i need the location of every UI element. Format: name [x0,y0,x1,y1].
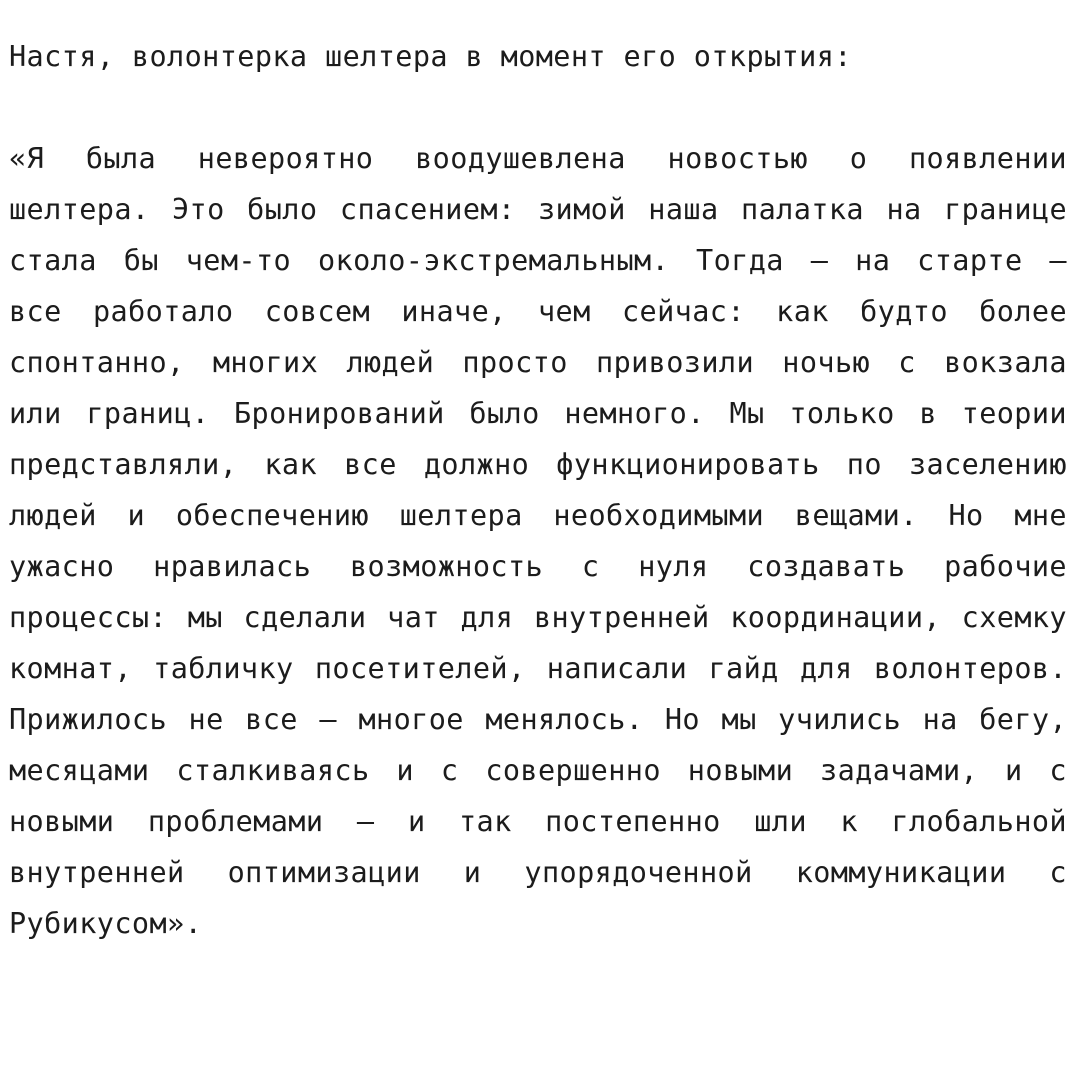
quote-attribution: Настя, волонтерка шелтера в момент его открытия: [9,40,852,73]
paragraph-spacer [9,82,1067,133]
quote-body: «Я была невероятно воодушевлена новостью о появлении шелтера. Это было спасением: зимой наша палатка на границе стала бы чем-то около-экстремальным. Тогда — на старте — все работало совсем иначе, чем сейчас: как будто более спонтанно, многих людей просто привозили ночью с вокзала или границ. Бронирований было немного. Мы только в теории представляли, как все должно функционировать по заселению людей и обеспечению шелтера необходимыми вещами. Но мне ужасно нравилась возможность с нуля создавать рабочие процессы: мы сделали чат для внутренней координации, схемку комнат, табличку посетителей, написали гайд для волонтеров. Прижилось не все — многое менялось. Но мы учились на бегу, месяцами сталкиваясь и с совершенно новыми задачами, и с новыми проблемами — и так постепенно шли к глобальной внутренней оптимизации и упорядоченной коммуникации с Рубикусом». [9,142,1067,940]
document-page [9,31,1067,949]
